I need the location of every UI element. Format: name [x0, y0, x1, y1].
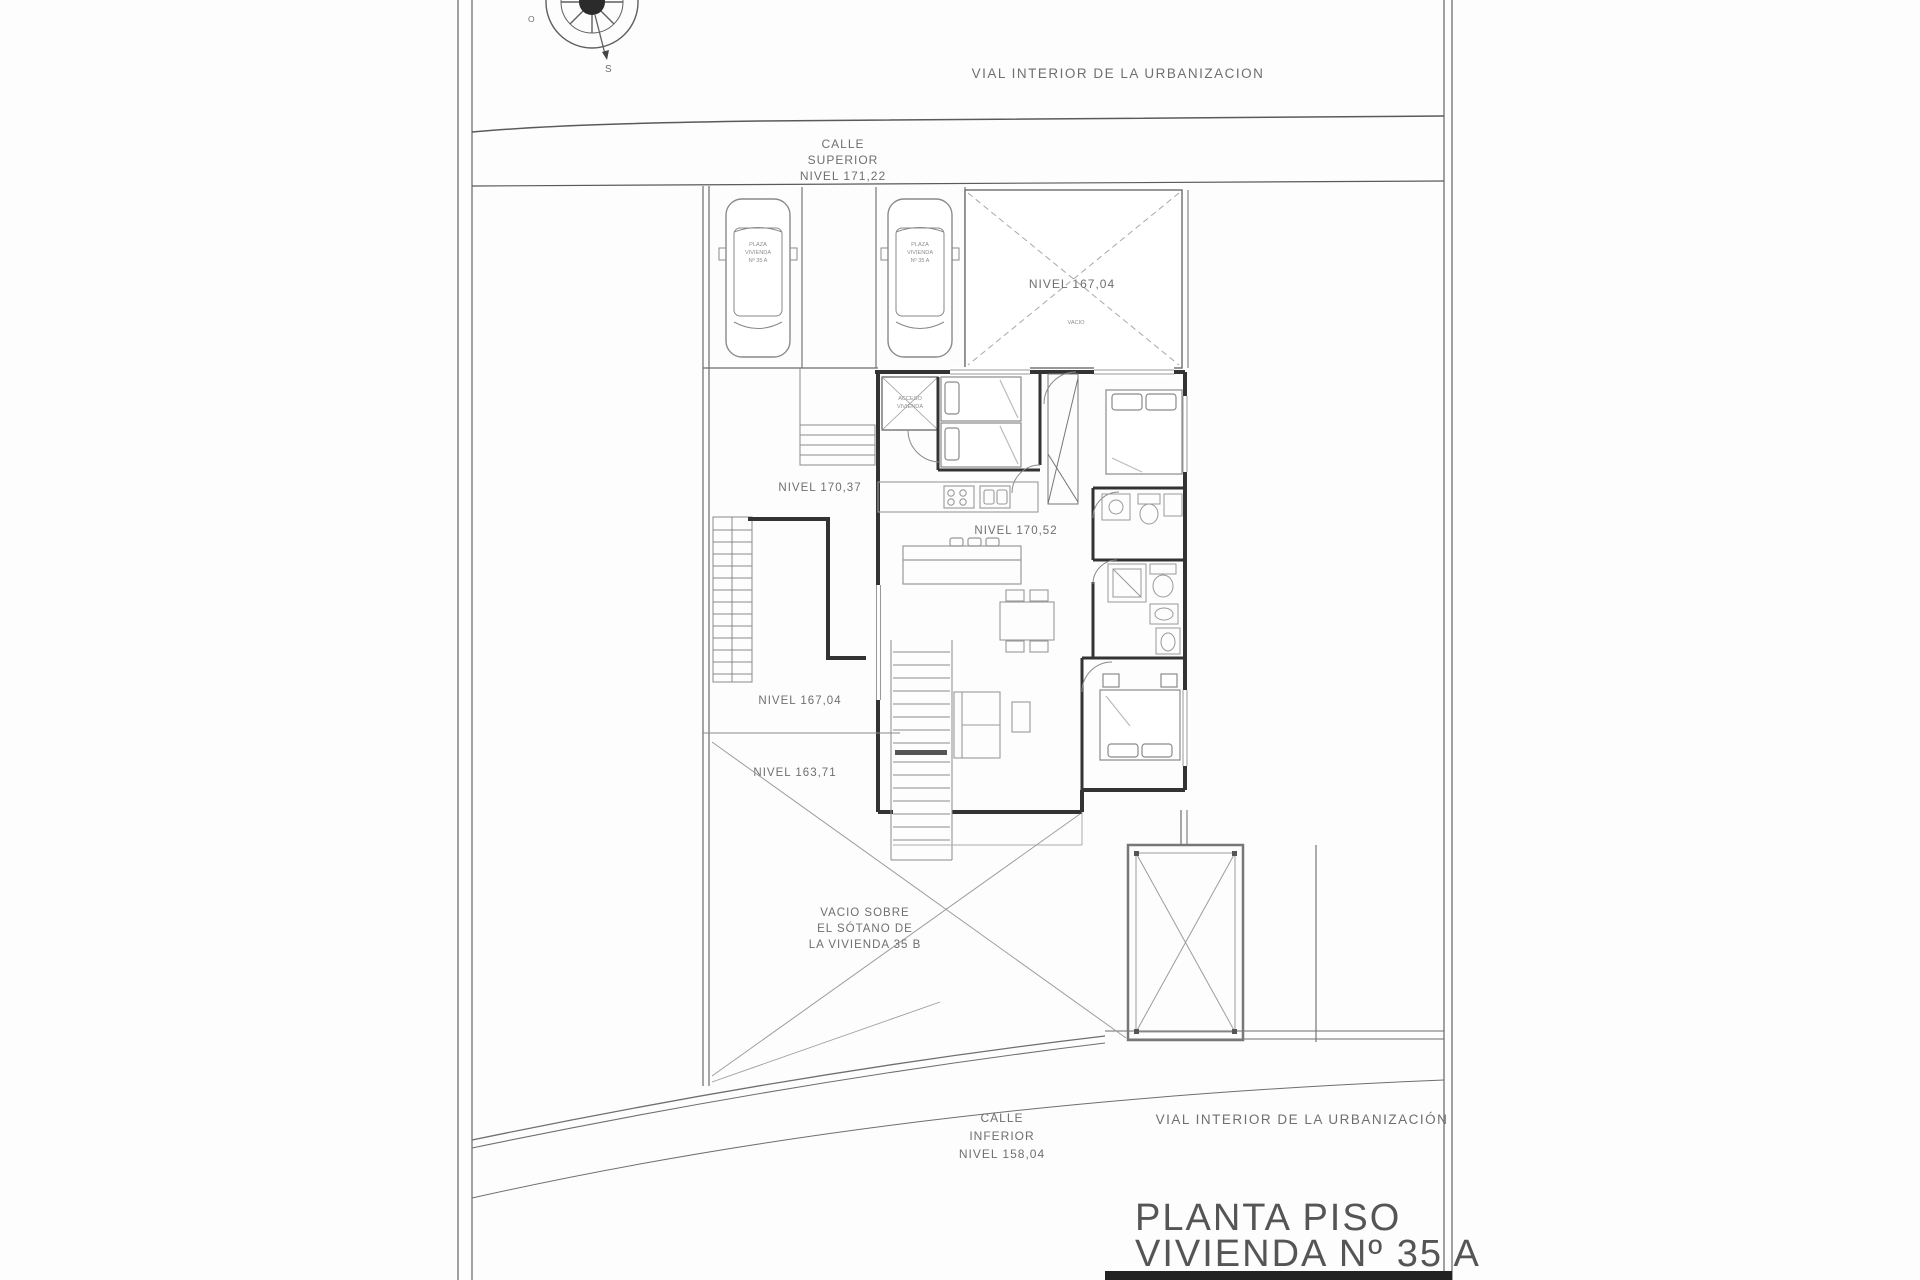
crossed-void-box — [1128, 845, 1243, 1040]
sheet-frame — [458, 0, 1452, 1280]
bathroom-fixtures — [1108, 564, 1180, 654]
compass-west-label: O — [528, 14, 536, 24]
void-note-line1: VACIO SOBRE — [820, 907, 910, 919]
calle-inferior-line2: INFERIOR — [969, 1129, 1035, 1143]
calle-inferior-line1: CALLE — [980, 1111, 1024, 1125]
terrace-walls — [748, 519, 866, 660]
car-label-line1: PLAZA — [911, 242, 929, 248]
calle-superior-line3: NIVEL 171,22 — [799, 169, 887, 183]
patio-sub-label: VACIO — [1067, 320, 1085, 326]
crossed-patio-box — [965, 190, 1182, 368]
bathroom-fixtures — [1102, 494, 1182, 524]
void-note-label — [809, 907, 922, 951]
vial-top-label: VIAL INTERIOR DE LA URBANIZACION — [971, 66, 1265, 81]
car-label-line2: VIVIENDA — [744, 250, 772, 256]
car-top-view — [719, 199, 797, 357]
entry-canopy-box — [882, 377, 938, 430]
sheet-title-line1: PLANTA PISO — [1135, 1197, 1402, 1239]
bed — [1106, 390, 1182, 474]
car-label-line1: PLAZA — [749, 242, 767, 248]
level-terraza-inferior-label: NIVEL 163,71 — [753, 767, 837, 779]
level-interior-label: NIVEL 170,52 — [974, 525, 1058, 537]
kitchen-counter — [878, 482, 1038, 512]
duct-shaft — [1048, 374, 1078, 504]
calle-superior-line2: SUPERIOR — [807, 153, 879, 167]
sheet-title-line2: VIVIENDA Nº 35 A — [1135, 1233, 1481, 1275]
vial-bottom-label: VIAL INTERIOR DE LA URBANIZACIÓN — [1155, 1112, 1449, 1127]
entry-label-line2: VIVIENDA — [896, 404, 924, 410]
void-note-line2: EL SÓTANO DE — [817, 923, 913, 935]
compass-south-label: S — [605, 64, 613, 75]
car-label-line3: Nº 35 A — [748, 258, 768, 264]
patio-level-label: NIVEL 167,04 — [1028, 277, 1116, 291]
car-label-line2: VIVIENDA — [906, 250, 934, 256]
car-label-line3: Nº 35 A — [910, 258, 930, 264]
calle-superior-label — [800, 137, 886, 183]
bed — [1100, 674, 1180, 760]
compass-rose-icon — [528, 0, 638, 75]
void-note-line3: LA VIVIENDA 35 B — [808, 939, 922, 951]
exterior-stair — [713, 517, 752, 682]
calle-superior-line1: CALLE — [821, 137, 865, 151]
dining-table — [1000, 590, 1054, 652]
car-top-view — [881, 199, 959, 357]
calle-inferior-line3: NIVEL 158,04 — [958, 1147, 1046, 1161]
calle-inferior-label — [959, 1111, 1045, 1161]
entry-label-line1: ACCESO — [898, 396, 922, 402]
bed — [941, 377, 1021, 467]
top-street-lines — [472, 116, 1444, 186]
interior-stair — [891, 640, 952, 860]
void-cross-lines — [712, 742, 1126, 1076]
entry-stair — [800, 368, 875, 465]
level-terraza-label: NIVEL 167,04 — [758, 695, 842, 707]
sofa — [954, 692, 1030, 758]
level-acceso-label: NIVEL 170,37 — [778, 482, 862, 494]
kitchen-island — [903, 538, 1021, 584]
sheet-title — [1135, 1197, 1481, 1275]
